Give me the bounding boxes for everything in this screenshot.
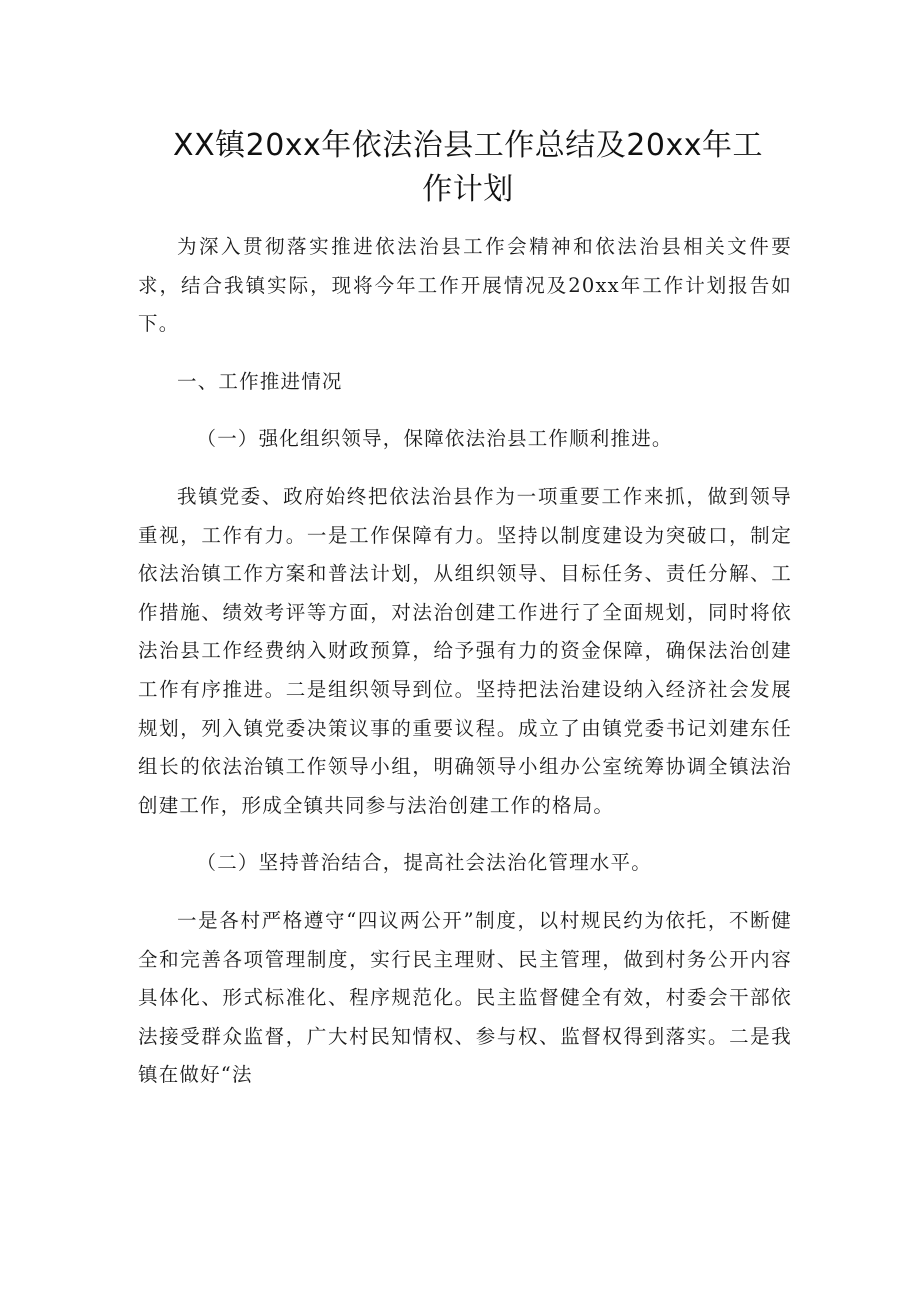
- section-heading-1: 一、工作推进情况: [177, 369, 343, 393]
- document-title: [138, 124, 798, 212]
- body-paragraph-2: 一是各村严格遵守“四议两公开”制度，以村规民约为依托，不断健全和完善各项管理制度，实行民主理财、民主管理，做到村务公开内容具体化、形式标准化、程序规范化。民主监督健全有效，村委会干部依法接受群众监督，广大村民知情权、参与权、监督权得到落实。二是我镇在做好“法: [138, 908, 792, 1087]
- subsection-heading-1: （一）强化组织领导，保障依法治县工作顺利推进。: [196, 427, 673, 451]
- body-paragraph-1: 我镇党委、政府始终把依法治县作为一项重要工作来抓，做到领导重视，工作有力。一是工作保障有力。坚持以制度建设为突破口，制定依法治镇工作方案和普法计划，从组织领导、目标任务、责任分解、工作措施、绩效考评等方面，对法治创建工作进行了全面规划，同时将依法治县工作经费纳入财政预算，给予强有力的资金保障，确保法治创建工作有序推进。二是组织领导到位。坚持把法治建设纳入经济社会发展规划，列入镇党委决策议事的重要议程。成立了由镇党委书记刘建东任组长的依法治镇工作领导小组，明确领导小组办公室统筹协调全镇法治创建工作，形成全镇共同参与法治创建工作的格局。: [138, 484, 792, 817]
- document-body: [138, 228, 792, 1095]
- intro-paragraph: 为深入贯彻落实推进依法治县工作会精神和依法治县相关文件要求，结合我镇实际，现将今年工作开展情况及20xx年工作计划报告如下。: [138, 235, 792, 336]
- subsection-heading-2: （二）坚持普治结合，提高社会法治化管理水平。: [196, 851, 652, 875]
- title-line-2: 作计划: [422, 172, 514, 207]
- title-line-1: XX镇20xx年依法治县工作总结及20xx年工: [173, 128, 763, 163]
